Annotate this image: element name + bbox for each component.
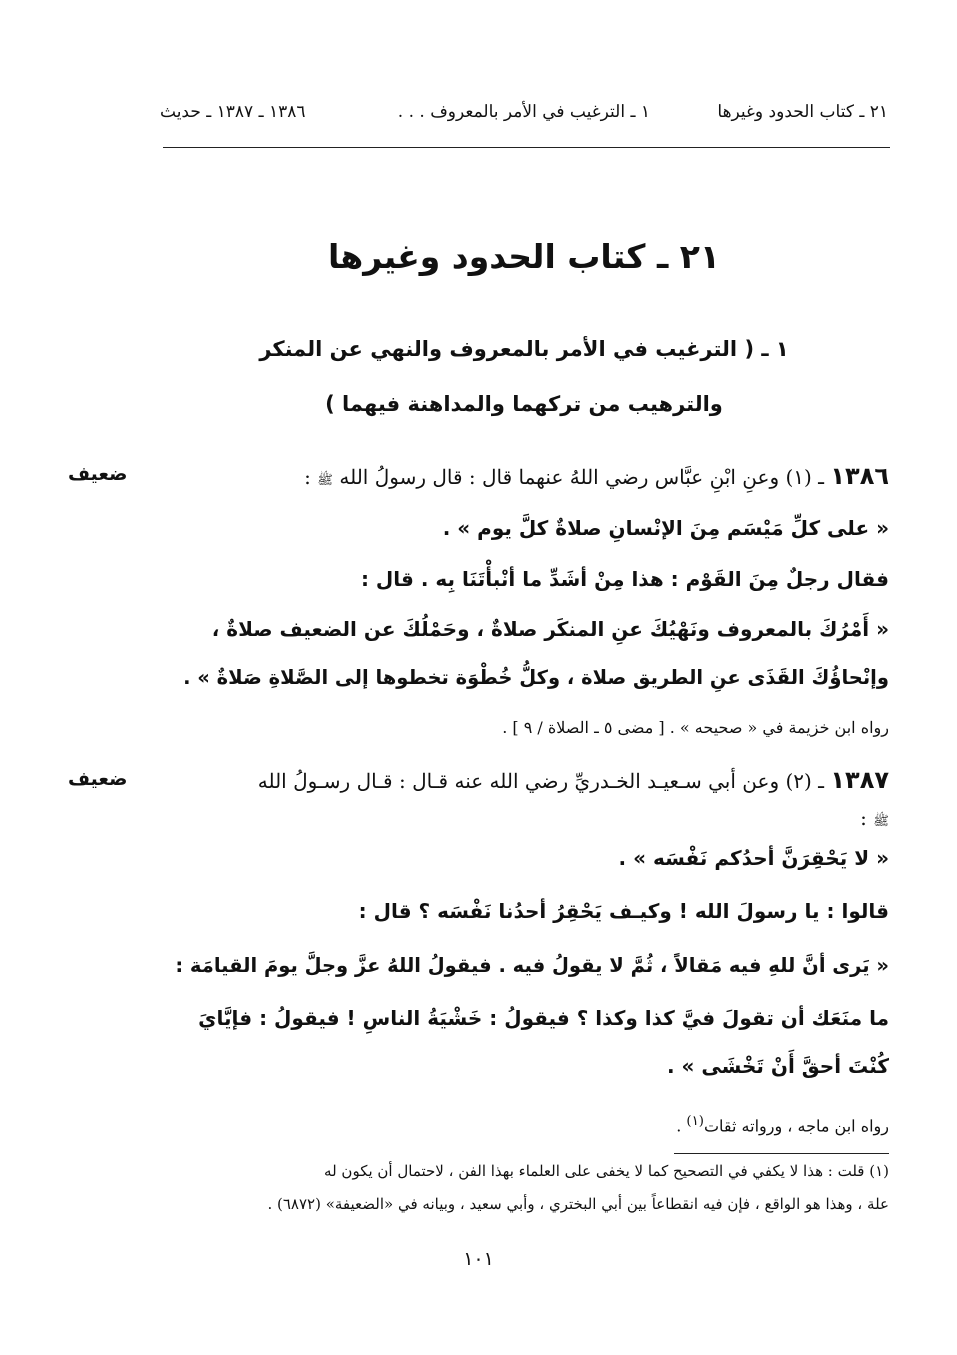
hadith-1387-salutation-line bbox=[169, 806, 889, 832]
header-chapter: ٢١ ـ كتاب الحدود وغيرها bbox=[717, 102, 888, 122]
hadith-1387-line-4: « يَرى أنَّ للهِ فيه مَقالاً ، ثُمَّ لا يقولُ فيه . فيقولُ اللهُ عزَّ وجلَّ يومَ القيامَة : bbox=[175, 954, 889, 977]
hadith-1387-source-text: رواه ابن ماجه ، ورواته ثقات bbox=[703, 1116, 889, 1136]
hadith-1386-line-2: « على كلِّ مَيْسَم مِنَ الإنْسانِ صلاةٌ كلَّ يوم » . bbox=[442, 516, 889, 540]
hadith-1386-intro-text: ـ (١) وعنِ ابْنِ عبَّاس رضي اللهُ عنهما قال : قال رسولُ الله bbox=[339, 465, 831, 489]
hadith-1387-salutation-end: : bbox=[860, 806, 874, 830]
hadith-1387-number: ١٣٨٧ bbox=[830, 766, 889, 794]
footnote-line-2: علة ، وهذا هو الواقع ، فإن فيه انقطاعاً بين أبي البختري ، وأبي سعيد ، وبيانه في «الضعيفة» (٦٨٧٢) . bbox=[267, 1195, 889, 1213]
hadith-1386-intro bbox=[169, 462, 889, 491]
hadith-1387-source bbox=[169, 1114, 889, 1135]
hadith-1387-grade: ضعيف bbox=[68, 768, 128, 790]
hadith-1387-line-3: قالوا : يا رسولَ الله ! وكيـف يَحْقِرُ أحدُنا نَفْسَه ؟ قال : bbox=[358, 899, 889, 923]
hadith-1386-number: ١٣٨٦ bbox=[830, 462, 889, 490]
hadith-1386-intro-end: : bbox=[304, 465, 318, 489]
salutation-symbol: ﷺ bbox=[317, 473, 333, 488]
footnote-rule bbox=[674, 1153, 889, 1154]
hadith-1387-line-6: كُنْتَ أحقَّ أَنْ تَخْشَى » . bbox=[666, 1054, 889, 1078]
header-section: ١ ـ الترغيب في الأمر بالمعروف . . . bbox=[397, 102, 650, 122]
section-title-line-1: ١ ـ ( الترغيب في الأمر بالمعروف والنهي عن المنكر bbox=[259, 337, 789, 361]
running-header bbox=[160, 98, 888, 132]
hadith-1387-line-2: « لا يَحْقِرَنَّ أحدُكم نَفْسَه » . bbox=[618, 846, 889, 870]
hadith-1387-source-end: . bbox=[676, 1116, 687, 1136]
chapter-title: ٢١ ـ كتاب الحدود وغيرها bbox=[327, 237, 721, 276]
header-rule bbox=[163, 147, 890, 148]
footnote-line-1: (١) قلت : هذا لا يكفي في التصحيح كما لا يخفى على العلماء بهذا الفن ، لاحتمال أن يكون له bbox=[324, 1162, 889, 1180]
hadith-1387-intro-text: ـ (٢) وعن أبي سـعيـد الخـدريِّ رضي الله عنه قـال : قـال رسـولُ الله bbox=[257, 769, 831, 793]
hadith-1386-line-5: وإنْحاؤُكَ القَذَى عنِ الطريق صلاة ، وكلُّ خُطْوَة تخطوها إلى الصَّلاةِ صَلاةٌ » . bbox=[183, 666, 889, 689]
hadith-1387-intro bbox=[169, 766, 889, 794]
hadith-1386-source: رواه ابن خزيمة في « صحيحه » . [ مضى ٥ ـ الصلاة / ٩ ] . bbox=[502, 718, 889, 737]
salutation-symbol: ﷺ bbox=[873, 814, 889, 829]
hadith-1386-grade: ضعيف bbox=[68, 463, 128, 485]
hadith-1387-line-5: ما منَعَك أن تقولَ فيَّ كذا وكذا ؟ فيقولُ : خَشْيَةُ الناسِ ! فيقولُ : فإيَّايَ bbox=[198, 1006, 889, 1030]
hadith-1386-line-3: فقال رجلٌ مِنَ القَوْم : هذا مِنْ أشَدِّ ما أنْبأْتَنَا بِه . قال : bbox=[360, 567, 889, 591]
section-title-line-2: والترهيب من تركهما والمداهنة فيهما ) bbox=[325, 392, 723, 416]
page-number: ١٠١ bbox=[463, 1248, 494, 1270]
hadith-1386-line-4: « أَمْرُكَ بالمعروف ونَهْيُكَ عنِ المنكَر صلاةٌ ، وحَمْلُكَ عن الضعيف صلاةٌ ، bbox=[211, 617, 889, 641]
footnote-reference: (١) bbox=[686, 1114, 704, 1129]
header-hadith-range: ١٣٨٦ ـ ١٣٨٧ ـ حديث bbox=[160, 102, 306, 122]
